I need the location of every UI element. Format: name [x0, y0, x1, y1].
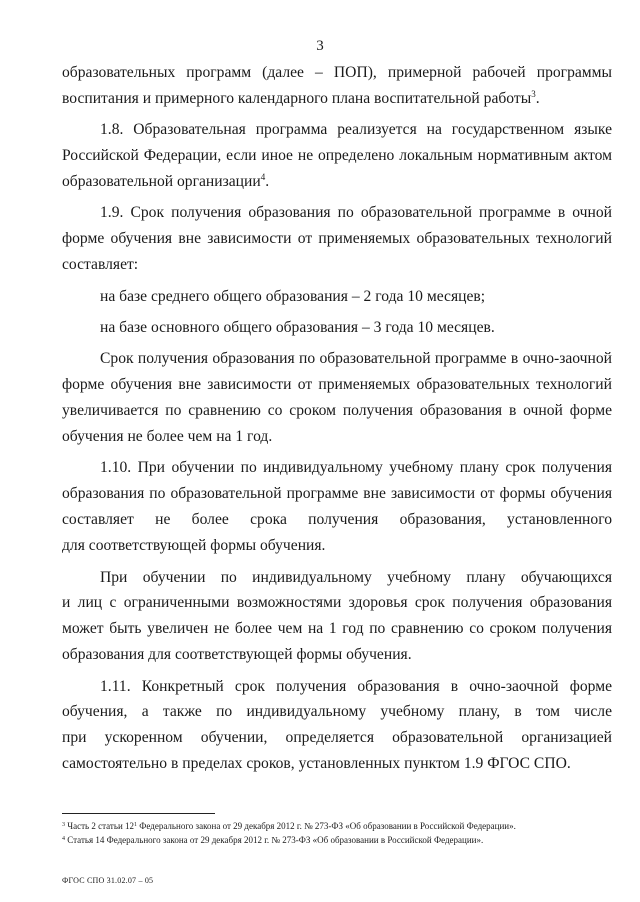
text-line: образования для соответствующей формы обучения.: [62, 646, 412, 664]
text-span: .: [535, 89, 540, 107]
footnote-divider: [62, 813, 215, 814]
footnote-mark: 3: [62, 822, 65, 828]
text-line: 1.9. Срок получения образования по образовательной программе в очной: [100, 204, 612, 222]
text-line: образования по образовательной программе вне зависимости от формы обучения: [62, 485, 612, 503]
text-line: 1.8. Образовательная программа реализуется на государственном языке: [100, 121, 612, 139]
text-line: обучения, а также по индивидуальному учебному плану, в том числе: [62, 703, 612, 721]
text-line: обучения не более чем на 1 год.: [62, 428, 273, 446]
text-span: .: [265, 173, 270, 191]
text-line: и лиц с ограниченными возможностями здоровья срок получения образования: [62, 594, 612, 612]
text-line: Российской Федерации, если иное не определено локальным нормативным актом: [62, 147, 612, 165]
footnote-sup: 1: [134, 822, 138, 828]
text-line: может быть увеличен не более чем на 1 год по сравнению со сроком получения: [62, 620, 612, 638]
text-line: на базе основного общего образования – 3 года 10 месяцев.: [100, 319, 495, 337]
text-line: увеличивается по сравнению со сроком получения образования в очной форме: [62, 402, 612, 420]
text-span: воспитания и примерного календарного плана воспитательной работы: [62, 89, 532, 107]
document-code: ФГОС СПО 31.02.07 – 05: [62, 876, 154, 885]
footnote-4: [62, 833, 622, 847]
text-line: [62, 86, 612, 112]
text-line: составляет:: [62, 256, 139, 274]
text-line: [62, 169, 612, 195]
document-body: [62, 60, 612, 777]
text-line: самостоятельно в пределах сроков, установленных пунктом 1.9 ФГОС СПО.: [62, 755, 571, 773]
footnote-mark: 4: [62, 836, 65, 842]
text-line: При обучении по индивидуальному учебному плану обучающихся: [100, 568, 612, 586]
text-line: 1.10. При обучении по индивидуальному учебному плану срок получения: [100, 459, 612, 477]
text-line: на базе среднего общего образования – 2 года 10 месяцев;: [100, 287, 486, 305]
text-line: форме обучения вне зависимости от применяемых образовательных технологий: [62, 230, 612, 248]
footnote-text: Часть 2 статьи 12: [65, 821, 135, 831]
text-line: образовательных программ (далее – ПОП), примерной рабочей программы: [62, 64, 612, 81]
footnote-text: Статья 14 Федерального закона от 29 декабря 2012 г. № 273-ФЗ «Об образовании в Российской Федерации».: [65, 835, 484, 845]
text-line: 1.11. Конкретный срок получения образования в очно-заочной форме: [100, 677, 612, 695]
text-line: при ускоренном обучении, определяется образовательной организацией: [62, 729, 612, 747]
footnote-text: Федерального закона от 29 декабря 2012 г. № 273-ФЗ «Об образовании в Российской Федерации».: [137, 821, 516, 831]
footnote-3: [62, 819, 622, 833]
text-line: Срок получения образования по образовательной программе в очно-заочной: [100, 350, 612, 368]
text-span: образовательной организации: [62, 173, 261, 191]
page-number: 3: [316, 38, 324, 54]
footnote-ref: 4: [260, 172, 266, 183]
text-line: составляет не более срока получения образования, установленного: [62, 511, 612, 529]
text-line: для соответствующей формы обучения.: [62, 537, 326, 555]
footnotes: [62, 819, 622, 847]
footnote-ref: 3: [531, 88, 536, 99]
text-line: форме обучения вне зависимости от применяемых образовательных технологий: [62, 376, 612, 394]
